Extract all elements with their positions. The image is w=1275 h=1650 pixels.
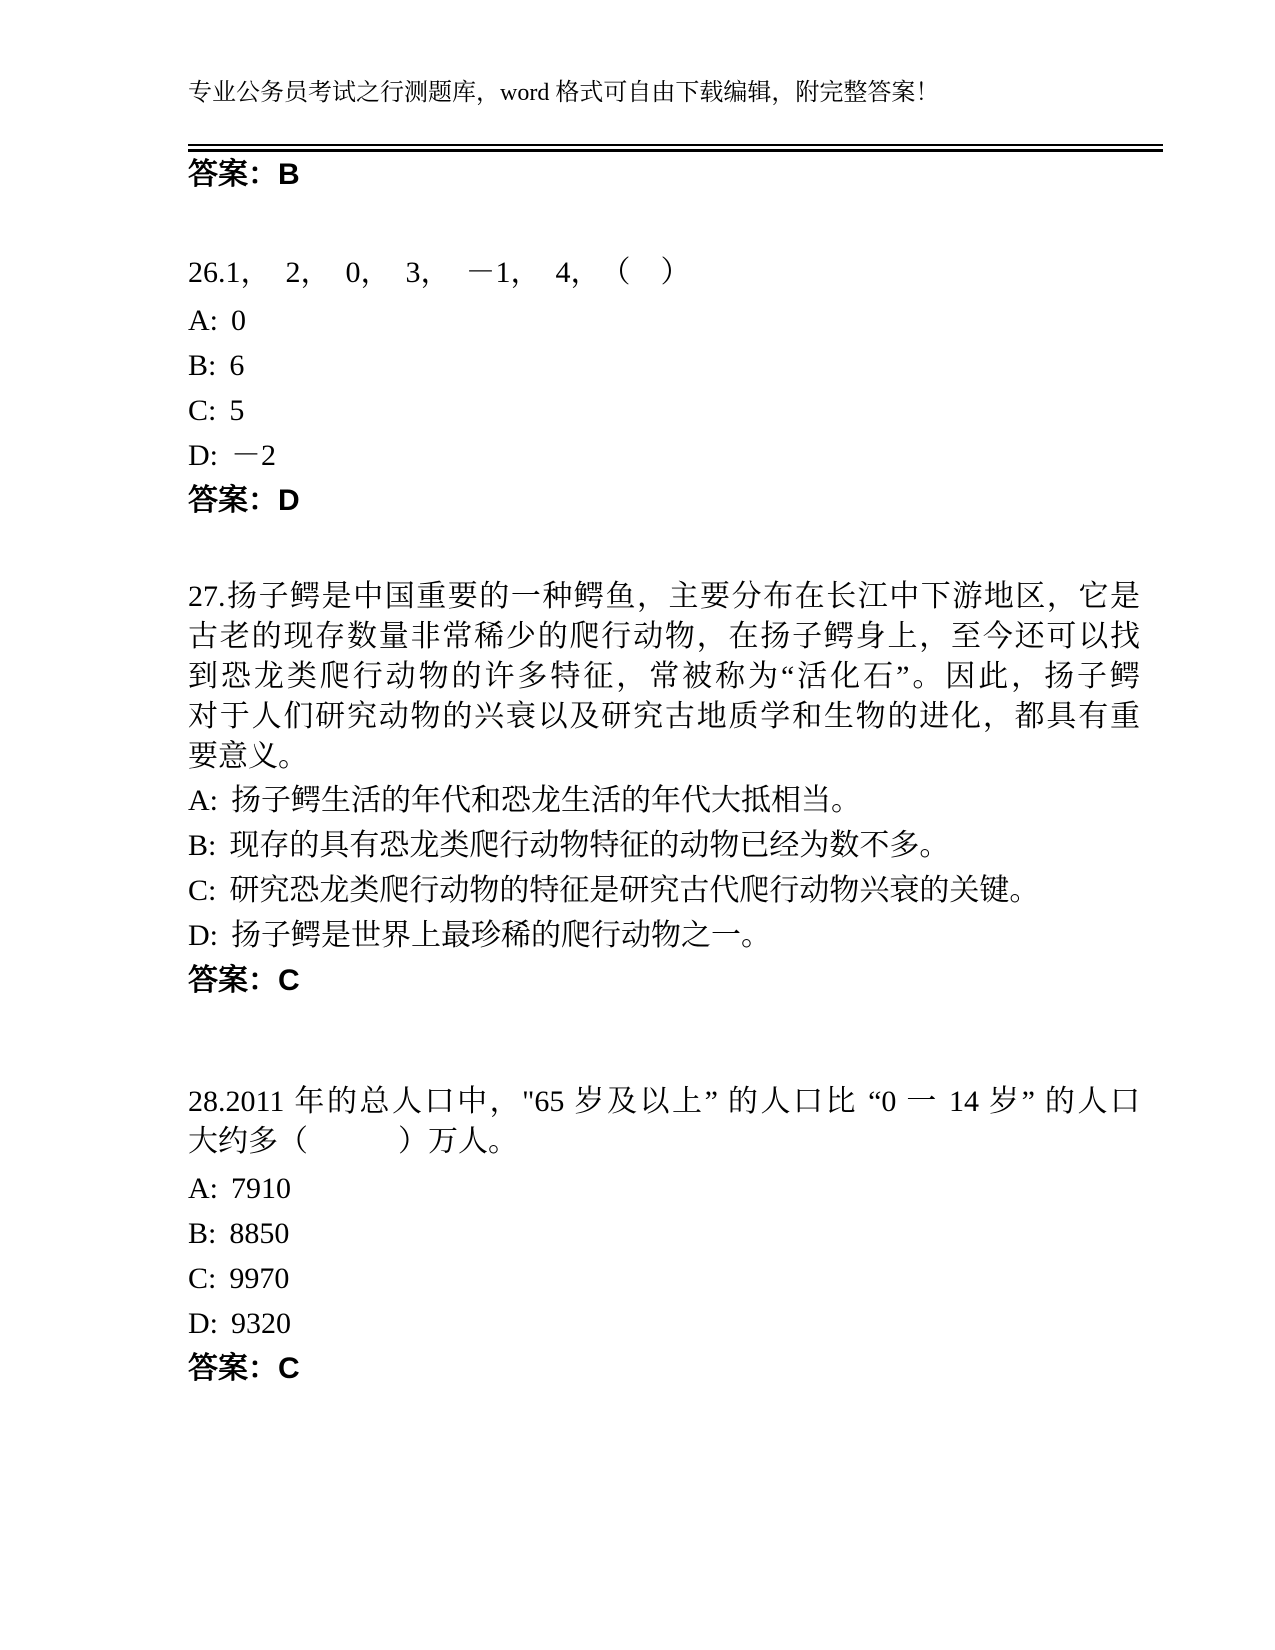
option-value: 扬子鳄是世界上最珍稀的爬行动物之一。: [231, 919, 771, 952]
section-gap: [188, 523, 1140, 577]
question-28-stem-line: 大约多（ ）万人。: [188, 1125, 518, 1158]
answer-line-q27: 答案：C: [188, 964, 300, 997]
option-label: A:: [188, 1172, 218, 1205]
option-value: 0: [231, 304, 246, 337]
option-row-26c: [188, 388, 1140, 433]
option-value: 5: [229, 394, 245, 427]
question-28-options: [188, 1166, 1140, 1346]
question-27-stem-line: 27.扬子鳄是中国重要的一种鳄鱼，主要分布在长江中下游地区，它是: [188, 580, 1140, 613]
option-row-27b: [188, 823, 1140, 868]
option-value: 8850: [229, 1217, 290, 1250]
option-row-28d: [188, 1301, 1140, 1346]
option-row-27d: [188, 913, 1140, 958]
answer-line-q28: 答案：C: [188, 1352, 300, 1385]
question-26-stem: 26.1， 2， 0， 3， －1， 4， （ ）: [188, 256, 691, 289]
option-label: D:: [188, 1307, 218, 1340]
answer-line-previous-question: 答案：B: [188, 158, 300, 191]
option-row-27a: [188, 778, 1140, 823]
question-28-block: [188, 1082, 1140, 1391]
question-27-stem-line: 要意义。: [188, 740, 308, 773]
option-row-28c: [188, 1256, 1140, 1301]
section-gap: [188, 197, 1140, 250]
option-label: A:: [188, 304, 218, 337]
option-row-28b: [188, 1211, 1140, 1256]
question-26-options: [188, 298, 1140, 478]
option-row-26d: [188, 433, 1140, 478]
option-label: D:: [188, 919, 218, 952]
option-label: B:: [188, 349, 217, 382]
question-27-options: [188, 778, 1140, 958]
option-row-26a: [188, 298, 1140, 343]
option-label: B:: [188, 1217, 217, 1250]
option-value: －2: [231, 439, 276, 472]
option-label: C:: [188, 1262, 217, 1295]
question-26-block: [188, 250, 1140, 523]
option-label: A:: [188, 784, 218, 817]
header-rule: [188, 144, 1163, 152]
document-header-note: 专业公务员考试之行测题库，word 格式可自由下载编辑，附完整答案！: [188, 80, 940, 106]
option-value: 9970: [229, 1262, 290, 1295]
option-value: 6: [229, 349, 245, 382]
option-value: 研究恐龙类爬行动物的特征是研究古代爬行动物兴衰的关键。: [229, 874, 1040, 907]
option-row-28a: [188, 1166, 1140, 1211]
option-row-26b: [188, 343, 1140, 388]
option-value: 扬子鳄生活的年代和恐龙生活的年代大抵相当。: [231, 784, 861, 817]
answer-line-q26: 答案：D: [188, 484, 300, 517]
option-value: 现存的具有恐龙类爬行动物特征的动物已经为数不多。: [229, 829, 950, 862]
section-gap: [188, 1003, 1140, 1082]
option-label: C:: [188, 394, 217, 427]
document-content: [188, 0, 1140, 1391]
question-28-stem-line: 28.2011 年的总人口中，"65 岁及以上” 的人口比 “0 一 14 岁” 的人口: [188, 1085, 1140, 1118]
option-value: 9320: [231, 1307, 291, 1340]
question-27-stem-line: 到恐龙类爬行动物的许多特征，常被称为“活化石”。因此，扬子鳄: [188, 660, 1140, 693]
question-27-stem-line: 对于人们研究动物的兴衰以及研究古地质学和生物的进化，都具有重: [188, 700, 1140, 733]
option-row-27c: [188, 868, 1140, 913]
option-label: C:: [188, 874, 217, 907]
question-27-block: [188, 577, 1140, 1003]
option-label: B:: [188, 829, 217, 862]
option-label: D:: [188, 439, 218, 472]
option-value: 7910: [231, 1172, 291, 1205]
question-27-stem-line: 古老的现存数量非常稀少的爬行动物，在扬子鳄身上，至今还可以找: [188, 620, 1140, 653]
